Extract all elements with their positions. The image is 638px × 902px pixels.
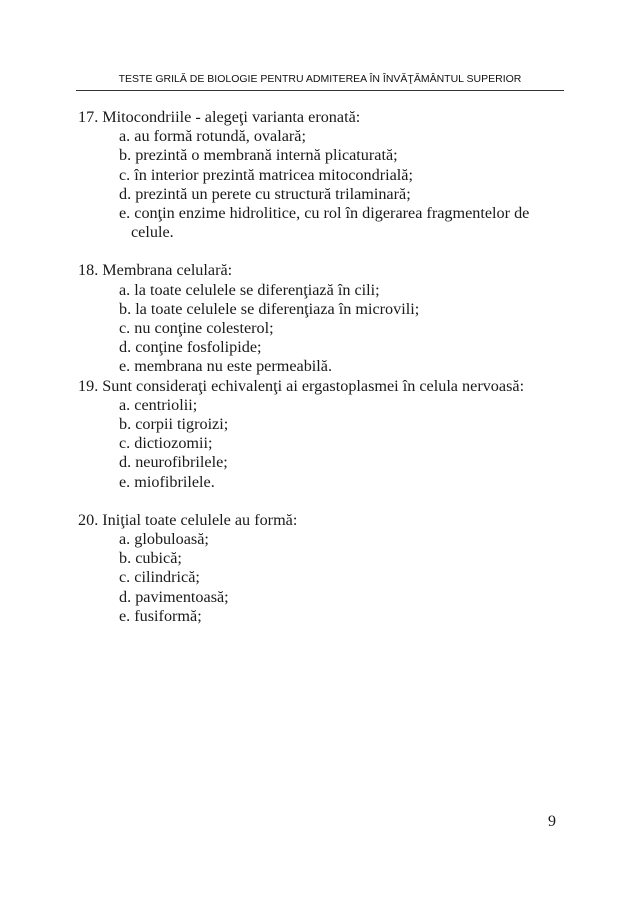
option-e: e. fusiformă; xyxy=(119,606,202,625)
option-d: d. prezintă un perete cu structură trilaminară; xyxy=(119,184,411,203)
option-b: b. prezintă o membrană internă plicaturată; xyxy=(119,146,398,165)
option-c: c. dictiozomii; xyxy=(119,434,213,453)
option-c: c. cilindrică; xyxy=(119,568,200,587)
page-number: 9 xyxy=(548,813,556,830)
option-d: d. neurofibrilele; xyxy=(119,453,228,472)
option-c: c. nu conţine colesterol; xyxy=(119,319,274,338)
question-title: 20. Iniţial toate celulele au formă: xyxy=(78,510,298,529)
option-b: b. corpii tigroizi; xyxy=(119,415,229,434)
option-d: d. pavimentoasă; xyxy=(119,587,229,606)
option-e: e. miofibrilele. xyxy=(119,472,215,491)
option-b: b. la toate celulele se diferenţiaza în microvili; xyxy=(119,299,420,318)
question-title: 17. Mitocondriile - alegeţi varianta eronată: xyxy=(78,108,361,126)
question-18 xyxy=(78,261,568,376)
option-d: d. conţine fosfolipide; xyxy=(119,338,262,357)
running-header: TESTE GRILĂ DE BIOLOGIE PENTRU ADMITEREA ÎN ÎNVĂŢĂMÂNTUL SUPERIOR xyxy=(118,73,522,85)
option-e: e. membrana nu este permeabilă. xyxy=(119,357,333,376)
option-a: a. centriolii; xyxy=(119,395,198,414)
option-e-continuation xyxy=(119,223,568,242)
option-c: c. în interior prezintă matricea mitocondrială; xyxy=(119,165,413,184)
option-b: b. cubică; xyxy=(119,549,182,568)
option-a: a. globuloasă; xyxy=(119,530,209,549)
question-17 xyxy=(78,108,568,242)
question-19 xyxy=(78,377,568,492)
option-a: a. la toate celulele se diferenţiază în cili; xyxy=(119,280,380,299)
question-title: 19. Sunt consideraţi echivalenţi ai ergastoplasmei în celula nervoasă: xyxy=(78,376,525,395)
question-20 xyxy=(78,511,568,626)
questions-body xyxy=(78,108,568,626)
option-a: a. au formă rotundă, ovalară; xyxy=(119,127,306,146)
option-e: e. conţin enzime hidrolitice, cu rol în digerarea fragmentelor de xyxy=(119,204,530,223)
question-title: 18. Membrana celulară: xyxy=(78,261,233,280)
option-continuation-text: celule. xyxy=(131,223,174,242)
header-rule xyxy=(76,90,564,91)
